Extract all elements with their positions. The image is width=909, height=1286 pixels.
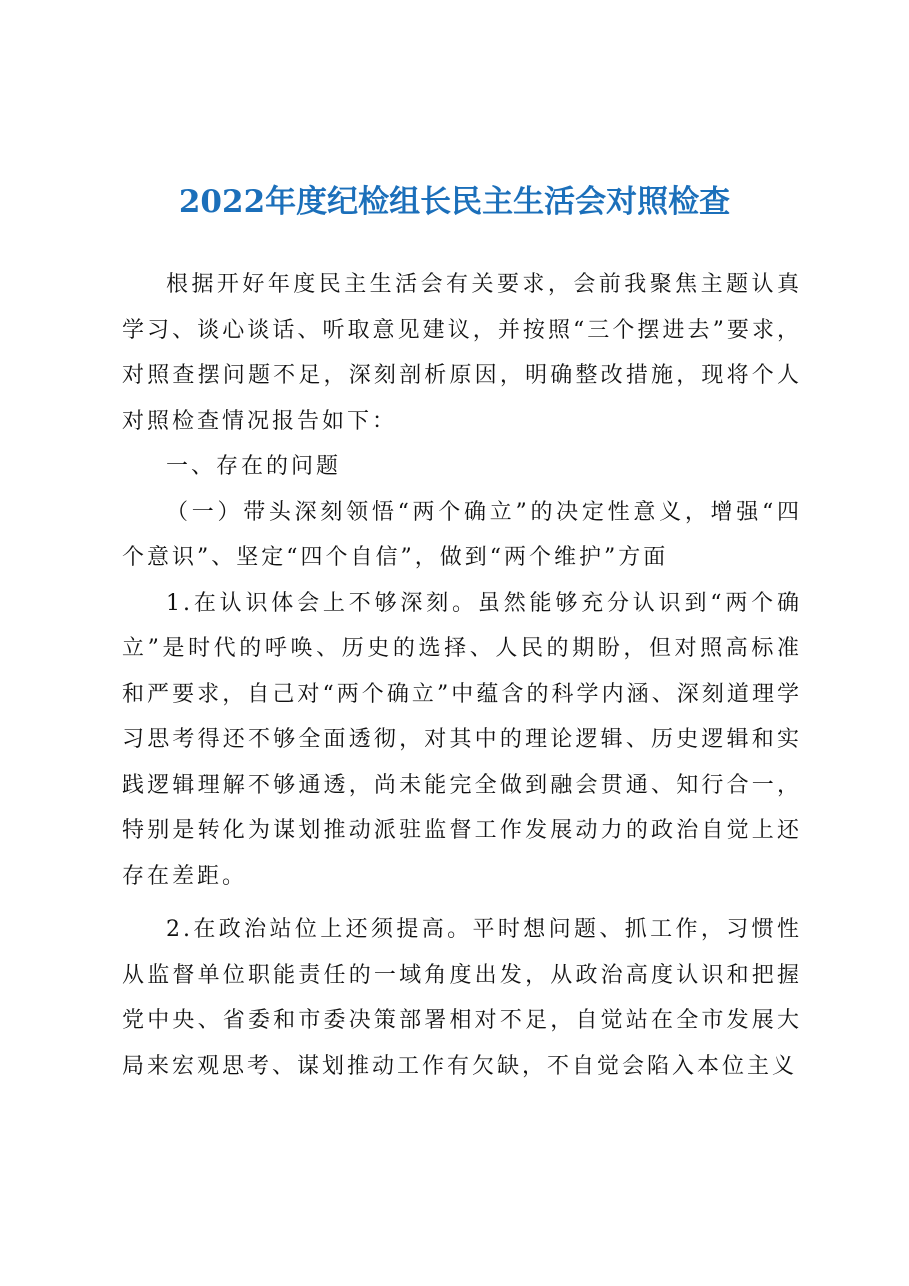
subsection-heading-1: （一）带头深刻领悟“两个确立”的决定性意义，增强“四个意识”、坚定“四个自信”，做到“两个维护”方面 — [122, 499, 802, 570]
document-body — [122, 262, 802, 1089]
paragraph-intro: 根据开好年度民主生活会有关要求，会前我聚焦主题认真学习、谈心谈话、听取意见建议，并按照“三个摆进去”要求，对照查摆问题不足，深刻剖析原因，明确整改措施，现将个人对照检查情况报告如下： — [122, 272, 802, 434]
paragraph-item-1: 1.在认识体会上不够深刻。虽然能够充分认识到“两个确立”是时代的呼唤、历史的选择、人民的期盼，但对照高标准和严要求，自己对“两个确立”中蕴含的科学内涵、深刻道理学习思考得还不够全面透彻，对其中的理论逻辑、历史逻辑和实践逻辑理解不够通透，尚未能完全做到融会贯通、知行合一，特别是转化为谋划推动派驻监督工作发展动力的政治自觉上还存在差距。 — [122, 590, 802, 889]
paragraph-item-2: 2.在政治站位上还须提高。平时想问题、抓工作，习惯性从监督单位职能责任的一域角度出发，从政治高度认识和把握党中央、省委和市委决策部署相对不足，自觉站在全市发展大局来宏观思考、谋划推动工作有欠缺，不自觉会陷入本位主义 — [122, 917, 802, 1079]
section-heading-problems: 一、存在的问题 — [166, 454, 342, 479]
document-title: 2022年度纪检组长民主生活会对照检查 — [178, 183, 731, 220]
